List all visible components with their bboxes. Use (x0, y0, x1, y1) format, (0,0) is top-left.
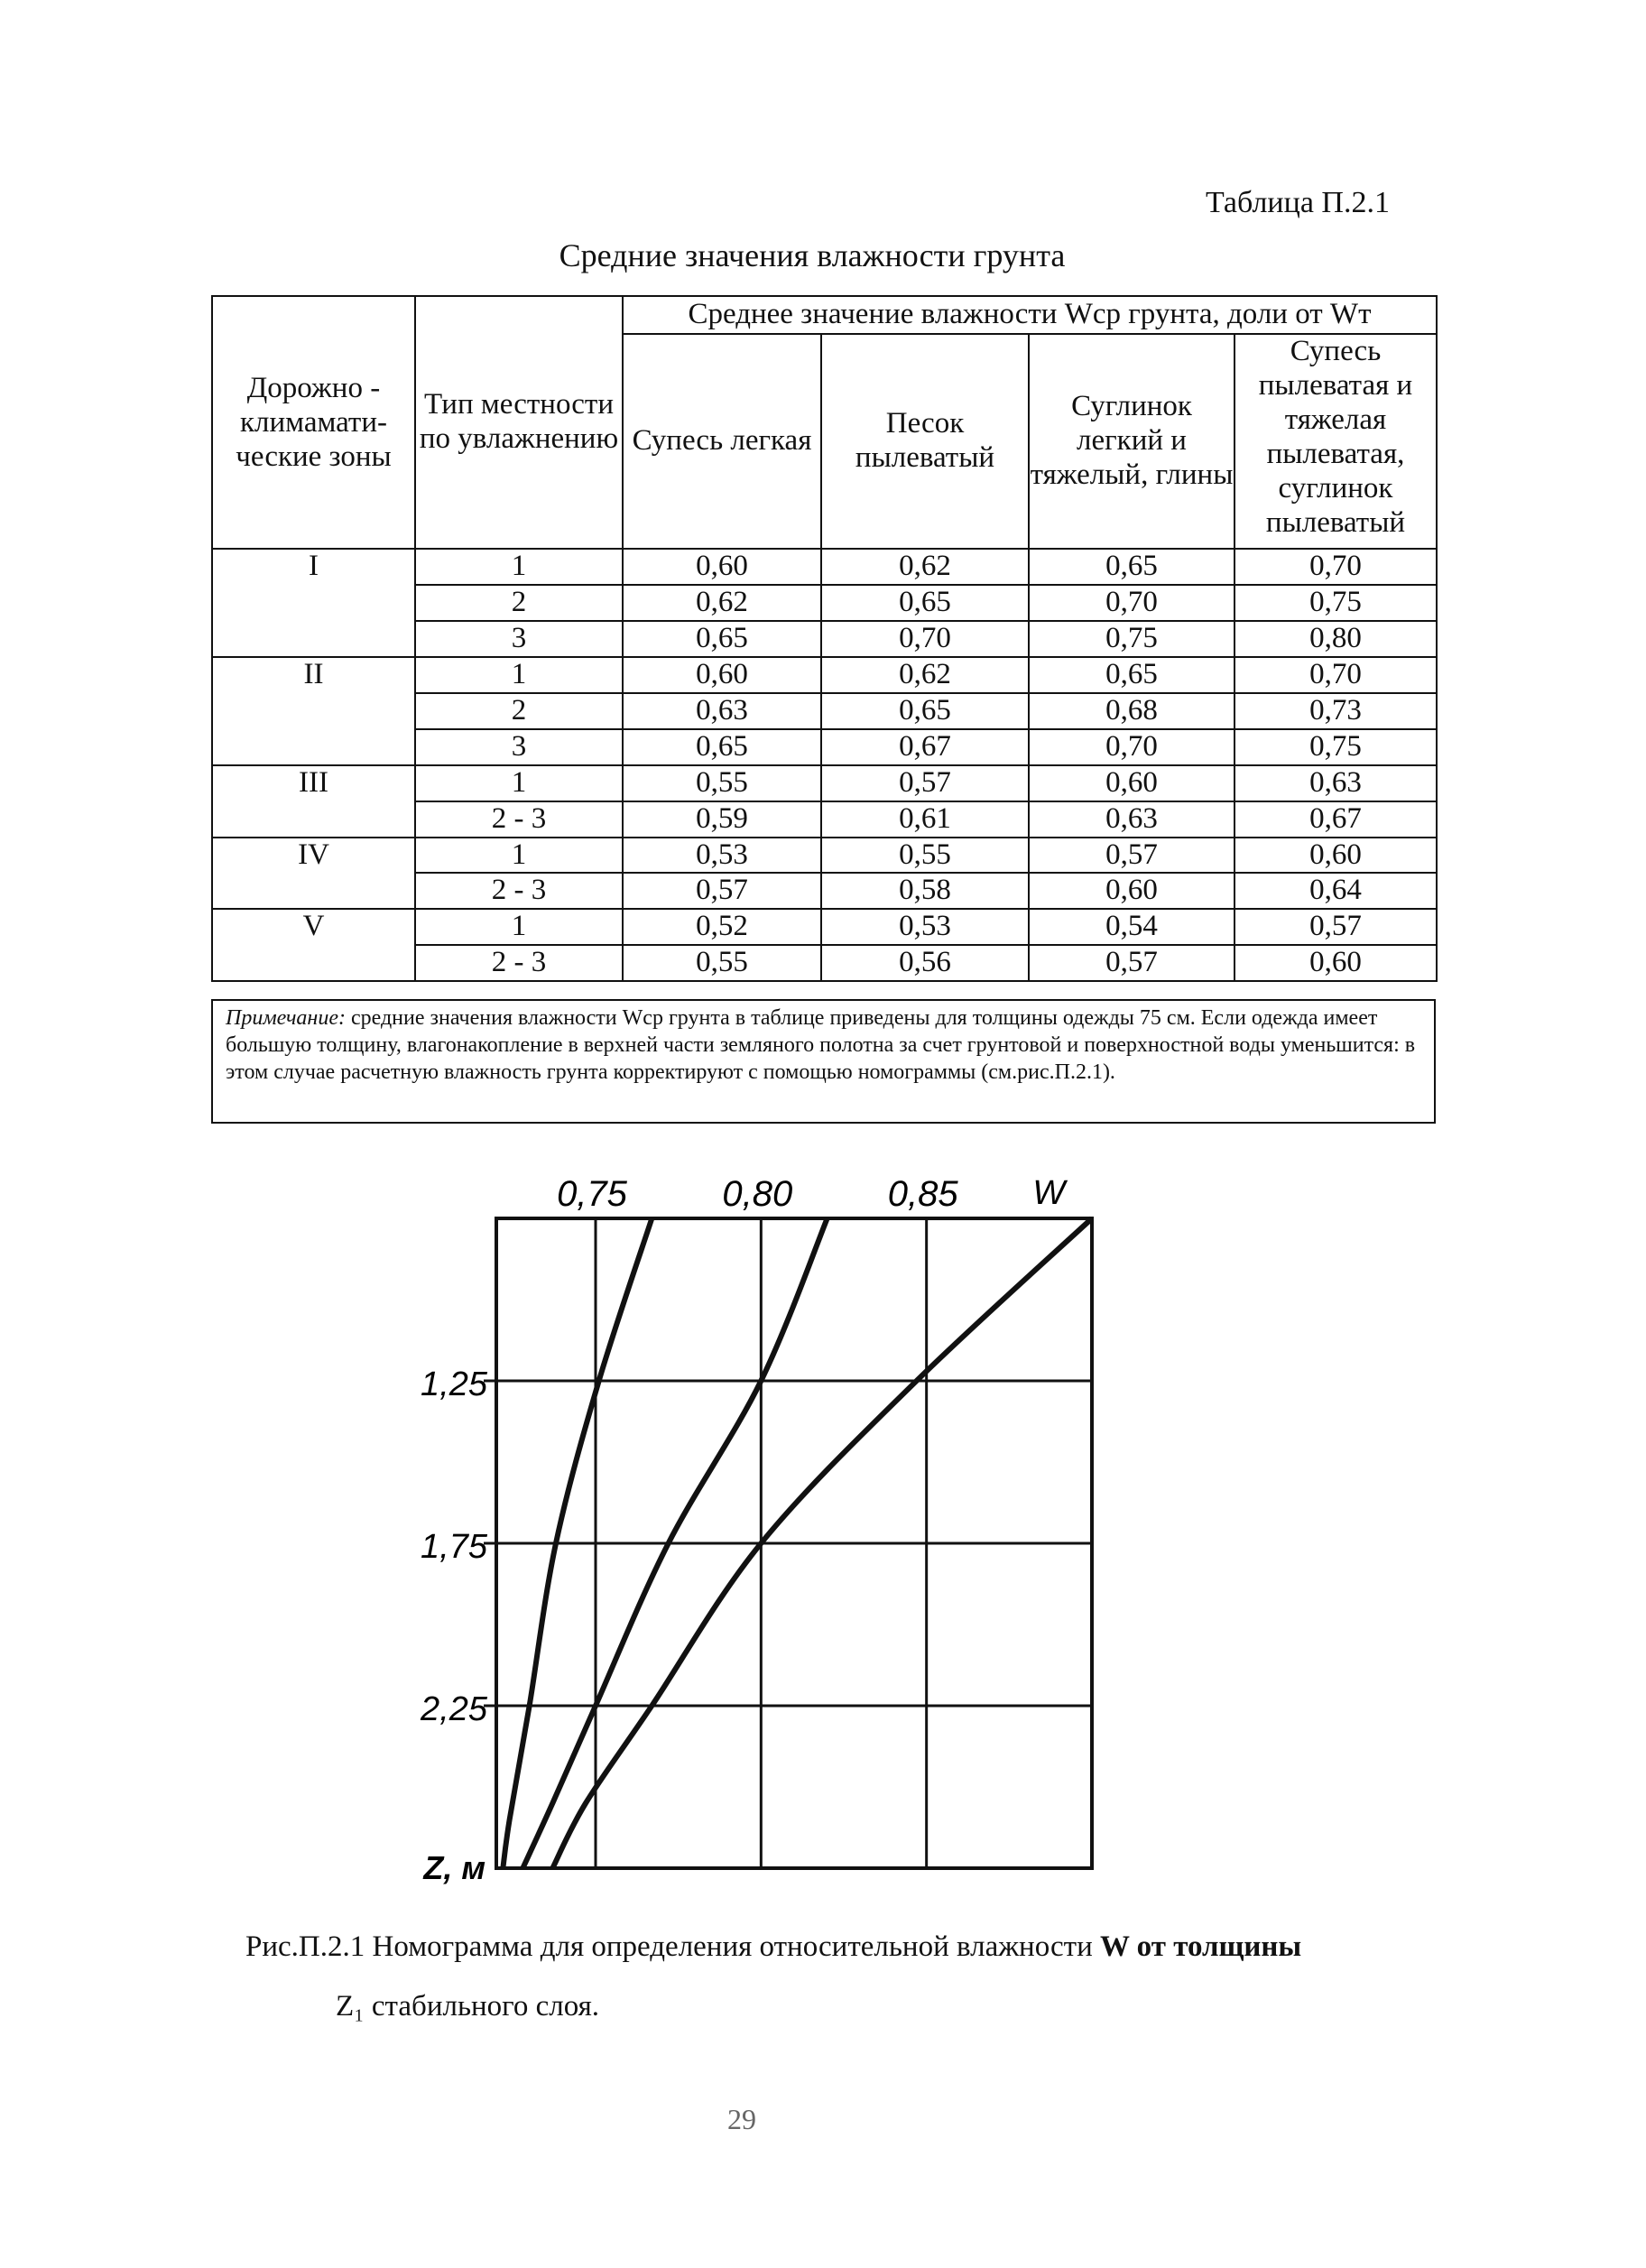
header-soil-2: Песок пылеватый (821, 334, 1029, 549)
x-tick-label: 0,75 (557, 1174, 627, 1214)
value-cell: 0,55 (623, 765, 821, 801)
value-cell: 0,65 (623, 729, 821, 765)
x-axis-label: W (1032, 1174, 1066, 1212)
value-cell: 0,53 (623, 838, 821, 874)
value-cell: 0,60 (623, 549, 821, 585)
value-cell: 0,75 (1234, 585, 1437, 621)
y-tick-label: 1,25 (421, 1365, 487, 1403)
value-cell: 0,70 (1234, 657, 1437, 693)
zone-cell: I (212, 549, 415, 657)
caption-bold: W от толщины (1100, 1930, 1302, 1963)
value-cell: 0,63 (1234, 765, 1437, 801)
value-cell: 0,73 (1234, 693, 1437, 729)
x-tick-label: 0,85 (887, 1174, 958, 1214)
value-cell: 0,70 (821, 621, 1029, 657)
note-text: средние значения влажности Wср грунта в таблице приведены для толщины одежды 75 см. Если одежда имеет большую толщину, влагонакопление в верхней части земляного полотна за счет грунтовой и поверхностной воды уменьшится: в этом случае расчетную влажность грунта корректируют с помощью номограммы (см.рис.П.2.1). (226, 1006, 1416, 1084)
terrain-type-cell: 2 - 3 (415, 801, 623, 838)
value-cell: 0,64 (1234, 873, 1437, 909)
zone-cell: IV (212, 838, 415, 910)
value-cell: 0,67 (821, 729, 1029, 765)
moisture-table (211, 295, 1438, 982)
value-cell: 0,63 (623, 693, 821, 729)
terrain-type-cell: 2 - 3 (415, 873, 623, 909)
table-label: Таблица П.2.1 (1206, 186, 1390, 219)
value-cell: 0,60 (1029, 873, 1234, 909)
terrain-type-cell: 1 (415, 765, 623, 801)
terrain-type-cell: 3 (415, 729, 623, 765)
terrain-type-cell: 2 (415, 585, 623, 621)
value-cell: 0,55 (821, 838, 1029, 874)
value-cell: 0,70 (1029, 729, 1234, 765)
value-cell: 0,61 (821, 801, 1029, 838)
value-cell: 0,62 (821, 657, 1029, 693)
value-cell: 0,65 (1029, 657, 1234, 693)
table-title-text: Средние значения влажности грунта (559, 237, 1066, 273)
value-cell: 0,55 (623, 945, 821, 981)
value-cell: 0,57 (1029, 838, 1234, 874)
table-row (212, 657, 1437, 693)
terrain-type-cell: 1 (415, 909, 623, 945)
zone-cell: V (212, 909, 415, 981)
table-title (0, 236, 1646, 274)
value-cell: 0,52 (623, 909, 821, 945)
value-cell: 0,60 (1029, 765, 1234, 801)
terrain-type-cell: 2 - 3 (415, 945, 623, 981)
value-cell: 0,54 (1029, 909, 1234, 945)
y-tick-label: 1,75 (421, 1528, 487, 1566)
table-note (211, 999, 1436, 1124)
header-zone: Дорожно - климамати-ческие зоны (212, 296, 415, 549)
caption-prefix: Рис.П.2.1 Номограмма для определения относительной влажности (245, 1930, 1101, 1963)
value-cell: 0,65 (1029, 549, 1234, 585)
caption-line2: Z₁ стабильного слоя. (336, 1990, 600, 2023)
y-tick-label: 2,25 (421, 1690, 487, 1728)
value-cell: 0,56 (821, 945, 1029, 981)
value-cell: 0,70 (1029, 585, 1234, 621)
table-row (212, 909, 1437, 945)
note-label: Примечание: (226, 1006, 346, 1030)
value-cell: 0,65 (821, 693, 1029, 729)
y-axis-label: Z, м (423, 1849, 485, 1886)
table-row (212, 549, 1437, 585)
value-cell: 0,67 (1234, 801, 1437, 838)
value-cell: 0,59 (623, 801, 821, 838)
x-tick-label: 0,80 (722, 1174, 793, 1214)
value-cell: 0,57 (821, 765, 1029, 801)
zone-cell: III (212, 765, 415, 838)
table-body (212, 549, 1437, 981)
header-group: Среднее значение влажности Wср грунта, доли от Wт (623, 296, 1437, 334)
value-cell: 0,65 (623, 621, 821, 657)
page-number: 29 (727, 2103, 756, 2135)
header-soil-4: Супесь пылеватая и тяжелая пылеватая, суглинок пылеватый (1234, 334, 1437, 549)
nomogram-chart (415, 1164, 1155, 1895)
header-soil-1: Супесь легкая (623, 334, 821, 549)
figure-caption (245, 1917, 1464, 2036)
terrain-type-cell: 1 (415, 838, 623, 874)
value-cell: 0,75 (1029, 621, 1234, 657)
header-soil-3: Суглинок легкий и тяжелый, глины (1029, 334, 1234, 549)
value-cell: 0,58 (821, 873, 1029, 909)
zone-cell: II (212, 657, 415, 765)
value-cell: 0,62 (623, 585, 821, 621)
value-cell: 0,60 (1234, 838, 1437, 874)
value-cell: 0,75 (1234, 729, 1437, 765)
terrain-type-cell: 1 (415, 549, 623, 585)
value-cell: 0,53 (821, 909, 1029, 945)
value-cell: 0,60 (1234, 945, 1437, 981)
value-cell: 0,63 (1029, 801, 1234, 838)
value-cell: 0,57 (1234, 909, 1437, 945)
value-cell: 0,57 (623, 873, 821, 909)
table-row (212, 838, 1437, 874)
terrain-type-cell: 1 (415, 657, 623, 693)
value-cell: 0,68 (1029, 693, 1234, 729)
terrain-type-cell: 2 (415, 693, 623, 729)
terrain-type-cell: 3 (415, 621, 623, 657)
value-cell: 0,62 (821, 549, 1029, 585)
table-row (212, 765, 1437, 801)
value-cell: 0,80 (1234, 621, 1437, 657)
header-terrain-type: Тип местности по увлажнению (415, 296, 623, 549)
value-cell: 0,57 (1029, 945, 1234, 981)
value-cell: 0,60 (623, 657, 821, 693)
value-cell: 0,70 (1234, 549, 1437, 585)
value-cell: 0,65 (821, 585, 1029, 621)
